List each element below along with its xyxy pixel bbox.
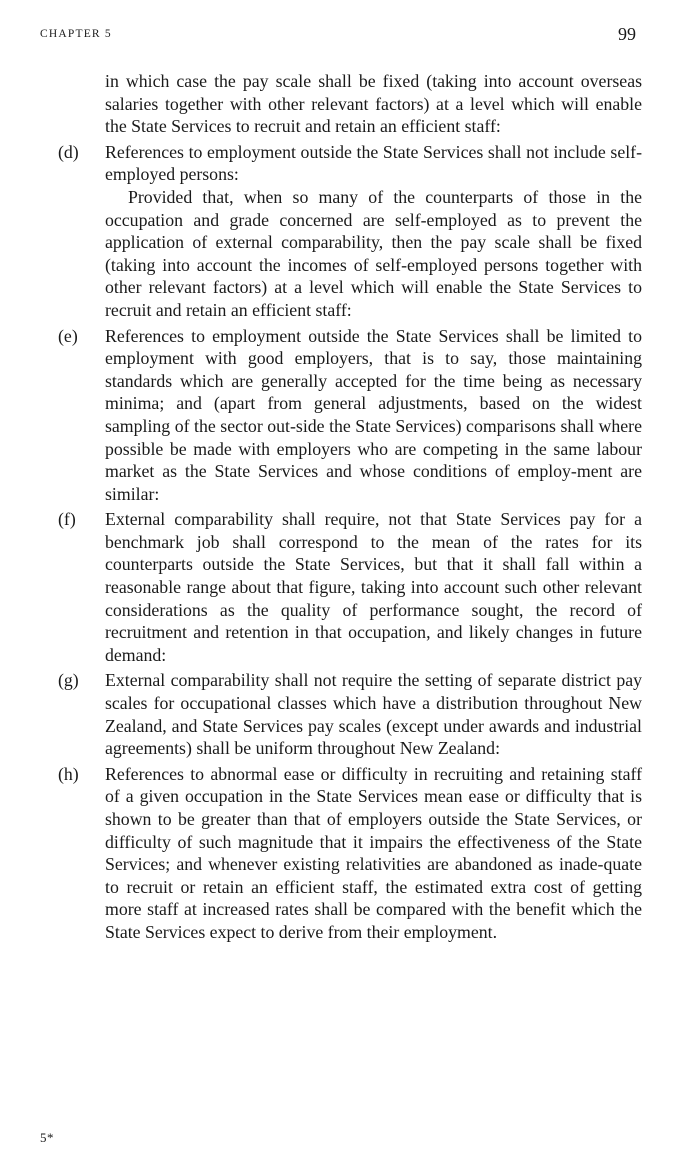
clause-text: External comparability shall not require the setting of separate district pay scales for occupational classes which have a distribution throughout New Zealand, and State Services pay scales (except under awards and industrial agreements) shall be uniform throughout New Zealand: [105, 670, 642, 759]
clause-d [58, 141, 642, 322]
clause-text: References to employment outside the State Services shall not include self-employed persons: [105, 141, 642, 185]
page-number: 99 [618, 24, 636, 44]
chapter-heading: CHAPTER 5 [40, 28, 112, 40]
clause-f [58, 508, 642, 666]
signature-mark: 5* [40, 1130, 54, 1145]
clause-label: (h) [58, 763, 79, 784]
page-header [40, 26, 636, 46]
clause-label: (f) [58, 509, 76, 530]
clause-text: References to employment outside the State Services shall be limited to employment with good employers, that is to say, those maintaining standards which are generally accepted for the time being as necessary minima; and (apart from general adjustments, based on the widest sampling of the sector out-side the State Services) comparisons shall where possible be made with employers who are competing in the same labour market as the State Services and whose conditions of employ-ment are similar: [105, 325, 642, 504]
clause-g [58, 669, 642, 759]
clause-label: (d) [58, 141, 79, 162]
clause-h [58, 763, 642, 944]
proviso-text: Provided that, when so many of the counterparts of those in the occupation and grade concerned are self-employed as to prevent the application of external comparability, then the pay scale shall be fixed (taking into account the incomes of self-employed persons together with other relevant factors) at a level which will enable the State Services to recruit and retain an efficient staff: [105, 186, 642, 320]
clause-e [58, 325, 642, 506]
clause-label: (g) [58, 670, 79, 691]
clause-text: References to abnormal ease or difficulty in recruiting and retaining staff of a given occupation in the State Services mean ease or difficulty that is shown to be greater than that of employers outside the State Services, or difficulty of such magnitude that it impairs the effectiveness of the State Services; and whenever existing relativities are abandoned as inade-quate to recruit or retain an efficient staff, the estimated extra cost of getting more staff at increased rates shall be compared with the benefit which the State Services expect to derive from their employment. [105, 763, 642, 942]
clause-label: (e) [58, 325, 78, 346]
continuation-paragraph: in which case the pay scale shall be fixed (taking into account overseas salaries together with other relevant factors) at a level which will enable the State Services to recruit and retain an efficient staff: [105, 71, 642, 137]
body-text [58, 70, 642, 944]
clause-text: External comparability shall require, not that State Services pay for a benchmark job shall correspond to the mean of the rates for its counterparts outside the State Services, but that it shall fall within a reasonable range about that figure, taking into account such other relevant considerations as the quality of performance sought, the record of recruitment and retention in that occupation, and likely changes in future demand: [105, 509, 642, 665]
